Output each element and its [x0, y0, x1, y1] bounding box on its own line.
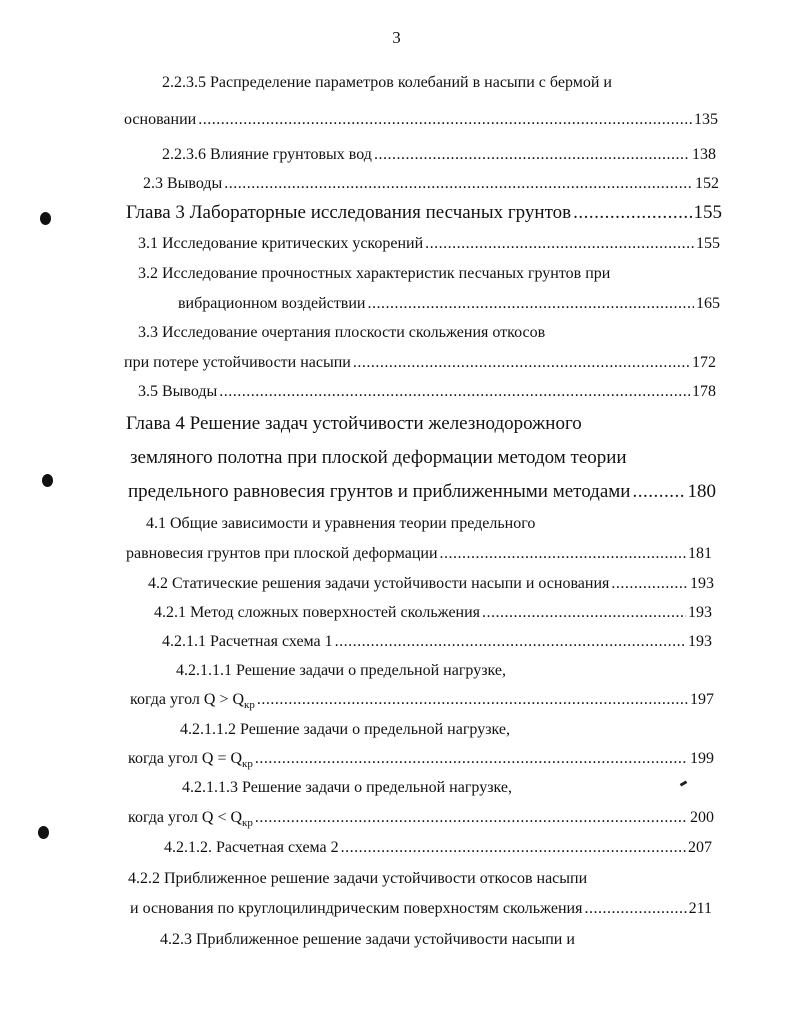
toc-entry-page: 178 [692, 383, 716, 400]
punch-hole-mark [40, 212, 51, 225]
toc-entry [130, 690, 714, 710]
toc-entry-title: 3.1 Исследование критических ускорений [138, 235, 424, 252]
toc-entry-title: 4.2.1.1.2 Решение задачи о предельной нагрузке, [180, 721, 510, 738]
toc-entry-page: 211 [688, 900, 712, 917]
toc-entry-page: 193 [690, 575, 714, 592]
toc-entry-page: 138 [692, 146, 716, 163]
toc-entry [124, 110, 718, 130]
toc-entry [148, 574, 714, 594]
toc-entry-page: 155 [693, 202, 722, 223]
toc-entry-title: земляного полотна при плоской деформации методом теории [130, 447, 627, 468]
toc-entry-title: 4.2.3 Приближенное решение задачи устойчивости насыпи и [160, 931, 575, 948]
dot-leader [482, 603, 686, 623]
toc-entry [182, 778, 512, 798]
toc-entry [128, 869, 587, 889]
pen-mark [680, 780, 688, 786]
toc-entry [164, 838, 712, 858]
toc-entry-page: 135 [694, 111, 718, 128]
toc-entry [126, 544, 712, 564]
dot-leader [335, 632, 686, 652]
toc-entry-title: 4.2.1.1.1 Решение задачи о предельной нагрузке, [176, 662, 506, 679]
dot-leader [257, 690, 688, 710]
toc-entry-title: 4.2.1 Метод сложных поверхностей скольжения [154, 604, 481, 621]
toc-entry-title: Глава 3 Лабораторные исследования песчаных грунтов [126, 202, 572, 223]
toc-entry-title [128, 749, 253, 769]
toc-entry [138, 323, 545, 343]
toc-entry-page: 181 [688, 545, 712, 562]
toc-entry-title: предельного равновесия грунтов и приближенными методами [128, 481, 631, 502]
toc-entry-title: Глава 4 Решение задач устойчивости железнодорожного [126, 413, 582, 434]
toc-entry [154, 603, 712, 623]
toc-entry [160, 930, 575, 950]
dot-leader [198, 110, 692, 130]
toc-entry-page: 193 [688, 633, 712, 650]
toc-entry [143, 174, 719, 194]
toc-chapter-entry [130, 446, 627, 470]
toc-entry [124, 353, 716, 373]
toc-entry-title: 2.2.3.5 Распределение параметров колебаний в насыпи с бермой и [162, 74, 612, 91]
toc-entry [162, 73, 612, 93]
dot-leader [573, 201, 691, 225]
dot-leader [219, 382, 690, 402]
toc-entry [176, 661, 506, 681]
toc-entry [138, 264, 610, 284]
toc-entry [128, 808, 714, 828]
dot-leader [341, 838, 686, 858]
toc-entry [162, 145, 716, 165]
toc-entry-title: 4.2 Статические решения задачи устойчивости насыпи и основания [148, 575, 610, 592]
toc-entry-title: равновесия грунтов при плоской деформации [126, 545, 438, 562]
toc-entry [128, 749, 714, 769]
toc-entry-title: 4.2.2 Приближенное решение задачи устойчивости откосов насыпи [128, 870, 588, 887]
subscript: кр [244, 699, 255, 712]
toc-entry [162, 632, 712, 652]
toc-entry-page: 197 [690, 691, 714, 708]
toc-entry-page: 199 [690, 750, 714, 767]
dot-leader [255, 749, 688, 769]
dot-leader [353, 353, 690, 373]
toc-entry-page: 165 [696, 295, 720, 312]
toc-entry-title: и основания по круглоцилиндрическим поверхностям скольжения [130, 900, 583, 917]
dot-leader [367, 294, 694, 314]
dot-leader [224, 174, 693, 194]
toc-entry-text: когда угол Q < Q [128, 809, 243, 826]
dot-leader [425, 234, 694, 254]
toc-entry [146, 514, 535, 534]
toc-entry [178, 294, 720, 314]
dot-leader [611, 574, 688, 594]
punch-hole-mark [38, 826, 49, 839]
toc-entry-title: 3.2 Исследование прочностных характеристик песчаных грунтов при [138, 265, 611, 282]
subscript: кр [242, 817, 253, 830]
toc-entry-title: 4.2.1.1.3 Решение задачи о предельной нагрузке, [182, 779, 512, 796]
toc-entry-title: 2.2.3.6 Влияние грунтовых вод [162, 146, 372, 163]
punch-hole-mark [42, 474, 53, 487]
toc-entry-title [128, 808, 253, 828]
toc-entry-title [130, 690, 255, 710]
toc-entry-title: 4.2.1.2. Расчетная схема 2 [164, 839, 339, 856]
toc-entry-text: когда угол Q > Q [130, 691, 245, 708]
toc-chapter-entry [126, 412, 582, 436]
toc-entry-page: 180 [687, 481, 716, 502]
toc-entry-page: 207 [688, 839, 712, 856]
toc-entry-page: 155 [696, 235, 720, 252]
toc-entry [138, 234, 720, 254]
toc-chapter-entry [128, 480, 716, 504]
dot-leader [374, 145, 690, 165]
toc-entry-page: 152 [695, 175, 719, 192]
dot-leader [632, 480, 685, 504]
toc-entry-text: когда угол Q = Q [128, 750, 243, 767]
toc-chapter-entry [126, 201, 722, 225]
toc-entry [130, 899, 712, 919]
toc-entry [138, 382, 716, 402]
dot-leader [440, 544, 686, 564]
toc-entry-title: 3.3 Исследование очертания плоскости скольжения откосов [138, 324, 546, 341]
toc-entry-title: при потере устойчивости насыпи [124, 354, 351, 371]
toc-entry-title: 4.2.1.1 Расчетная схема 1 [162, 633, 333, 650]
toc-entry-title: 2.3 Выводы [143, 175, 223, 192]
toc-entry-title: 4.1 Общие зависимости и уравнения теории предельного [146, 515, 536, 532]
page-number: 3 [392, 28, 401, 47]
dot-leader [584, 899, 686, 919]
dot-leader [255, 808, 688, 828]
toc-entry-page: 172 [692, 354, 716, 371]
toc-entry-page: 193 [688, 604, 712, 621]
toc-entry-title: 3.5 Выводы [138, 383, 218, 400]
toc-entry-title: вибрационном воздействии [178, 295, 366, 312]
toc-entry-title: основании [124, 111, 197, 128]
toc-entry [180, 720, 510, 740]
subscript: кр [242, 758, 253, 771]
toc-entry-page: 200 [690, 809, 714, 826]
